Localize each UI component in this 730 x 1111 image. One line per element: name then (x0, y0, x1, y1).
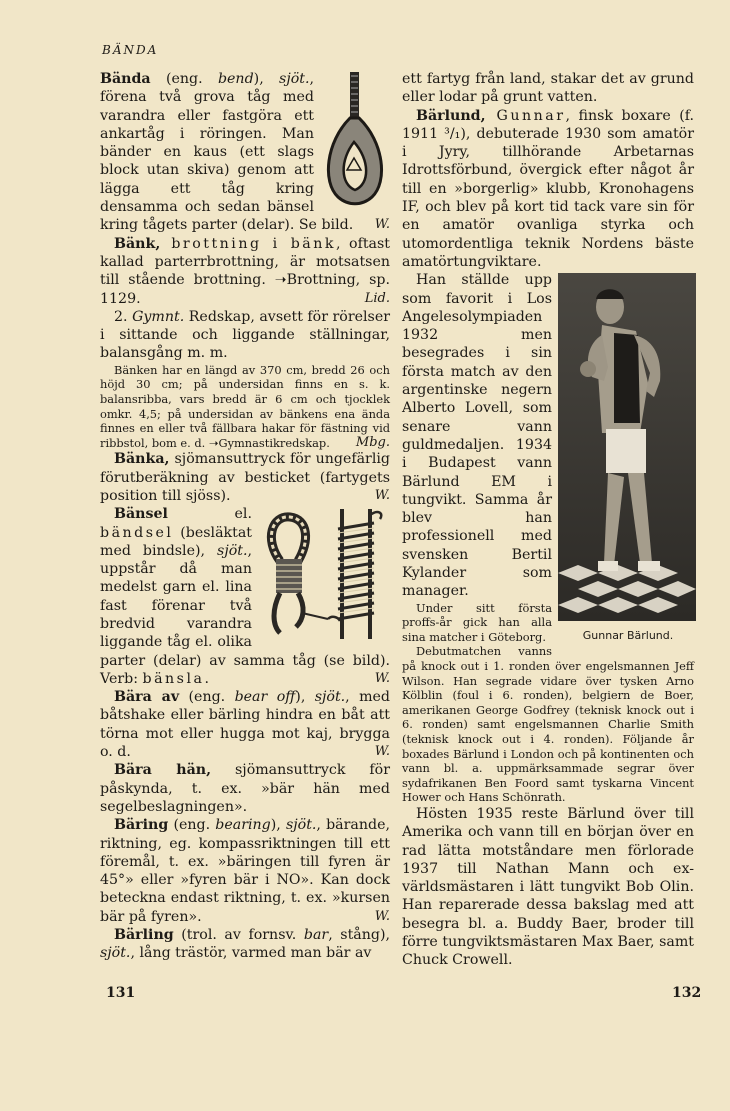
entry-bara-han: Bära hän, sjömansuttryck för påskynda, t. ex. »bär hän med segelbeslagningen». (100, 762, 390, 815)
barlund-paragraph-3: Hösten 1935 reste Bärlund över till Amerika och vann till en början över en rad lätta motståndare men förlorade 1937 till Nathan Mann och ex-världsmästaren i lätt tungvikt Bob Olin. Han reparerade dessa bakslag med att besegra bl. a. Buddy Baer, broder till förre tungviktsmästaren Max Baer, samt Chuck Crowell. (402, 805, 694, 969)
right-column (402, 70, 694, 970)
entry-bank-2: 2. Gymnt. Redskap, avsett för rörelser i sittande och liggande ställningar, balansgång m. m. (100, 308, 390, 362)
boxer-photo-icon (558, 273, 696, 621)
barlund-note-1: Under sitt första proffs-år gick han alla sina matcher i Göteborg. (402, 600, 552, 644)
entry-bank-note: Bänken har en längd av 370 cm, bredd 26 och höjd 30 cm; på undersidan finns en s. k. balansribba, vars bredd är 6 cm och tjocklek omkr. 4,5; på undersidan av bänkens ena ända finnes en eller två fällbara hakar för fästning vid ribbstol, bom e. d. ➝Gymnastikredskap. Mbg. (100, 362, 390, 450)
signature-bansel: W. (374, 670, 390, 686)
running-head: BÄNDA (102, 43, 159, 57)
headword-banda: Bända (100, 71, 151, 87)
entry-bara-av: Bära av (eng. bear off), sjöt., med båtshake eller bärling hindra en båt att törna mot eller hugga mot kaj, brygga o. d. W. (100, 689, 391, 761)
signature-baring: W. (374, 908, 390, 924)
barlund-note-2: Debutmatchen vanns på knock out i 1. ronden över engelsmannen Jeff Wilson. Han segrade vidare över tysken Arno Kölblin (foul i 6. ronden), belgiern de Boer, amerikanen George Godfrey (teknisk knock out i 6. ronden) samt engelsmannen Charlie Smith (teknisk knock out i 4. ronden). Följande år boxades Bärlund i London och på kontinenten och vann bl. a. uppmärksammade segrar över sydafrikanen Ben Foord samt tyskarna Vincent Hower och Hans Schönrath. (402, 644, 694, 805)
seizing-illustration (258, 509, 390, 639)
thimble-illustration (320, 72, 390, 212)
headword-bara-av: Bära av (114, 689, 180, 706)
barlund-paragraph-2: Han ställde upp som favorit i Los Angelesolympiaden 1932 men besegrades i sin första match av den argentinske negern Alberto Lovell, som senare vann guldmedaljen. 1934 i Budapest vann Bärlund EM i tungvikt. Samma år blev han professionell med svensken Bertil Kylander som manager. (402, 272, 552, 600)
entry-banka: Bänka, sjömansuttryck för ungefärlig förutberäkning av besticket (fartygets position till sjöss). W. (100, 451, 390, 504)
headword-baring: Bäring (114, 817, 169, 834)
headword-bank: Bänk, (114, 235, 161, 252)
entry-baring: Bäring (eng. bearing), sjöt., bärande, riktning, eg. kompassriktningen till ett föremål, t. ex. »bäringen till fyren är 45°» eller »fyren bär i NO». Kan dock beteckna endast riktning, t. ex. »kursen bär på fyren». W. (100, 817, 390, 925)
photo-caption: Gunnar Bärlund. (582, 629, 674, 643)
barlund-photo (558, 273, 698, 645)
left-column (100, 70, 390, 963)
headword-barlund: Bärlund, (416, 107, 486, 124)
headword-bansel: Bänsel (114, 506, 168, 523)
entry-barling-continued: ett fartyg från land, stakar det av grund eller lodar på grunt vatten. (402, 71, 694, 106)
headword-bara-han: Bära hän, (114, 762, 212, 779)
signature-banda: W. (374, 217, 390, 233)
entry-barlund: Bärlund, Gunnar, finsk boxare (f. 1911 ³/₁), debuterade 1930 som amatör i Jyry, tillhörande Arbetarnas Idrottsförbund, övergick efter något år till en »borgerlig» klubb, Kronohagens IF, och blev på kort tid tack vare sin för en amatör ovanliga styrka och utomordentliga teknik Nordens bäste amatörtungviktare. (402, 107, 694, 270)
headword-barling: Bärling (114, 927, 174, 944)
page-number-right: 132 (672, 985, 702, 1001)
entry-barling: Bärling (trol. av fornsv. bar, stång), sjöt., lång trästör, varmed man bär av (100, 927, 391, 962)
entry-bank: Bänk, brottning i bänk, oftast kallad parterrbrottning, är motsatsen till stående brottning. ➝Brottning, sp. 1129. Lid. (100, 235, 390, 307)
entry-banda: Bända (eng. bend), sjöt., förena två grova tåg med varandra eller fastgöra ett ankartåg i röringen. Man bänder en kaus (ett slags block utan skiva) genom att lägga ett tåg kring densamma och sedan bänsel kring tågets parter (delar). Se bild. W. (100, 71, 390, 234)
entry-bansel: Bänsel el. bändsel (besläktat med bindsle), sjöt., uppstår då man medelst garn el. lina fast förenar två bredvid varandra liggande tåg el. olika parter (delar) av samma tåg (se bild). Verb: bänsla. W. (100, 506, 390, 687)
headword-banka: Bänka, (114, 451, 170, 468)
photo-image (558, 273, 696, 621)
page-number-left: 131 (106, 985, 136, 1001)
signature-bank: Lid. (364, 290, 390, 306)
signature-bank-note: Mbg. (355, 434, 390, 450)
signature-banka: W. (374, 487, 390, 503)
signature-bara-av: W. (374, 744, 390, 760)
